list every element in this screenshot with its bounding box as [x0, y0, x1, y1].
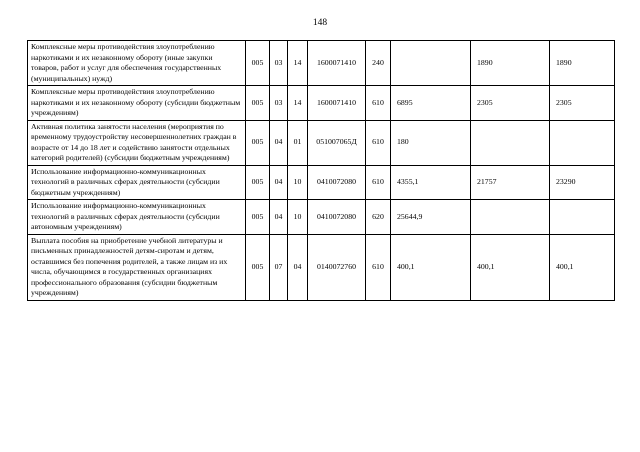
- target-article-code-cell: 0410072080: [308, 200, 366, 235]
- amount-year2-cell: [471, 200, 550, 235]
- expense-type-code-cell: 620: [366, 200, 391, 235]
- amount-year1-cell: 400,1: [391, 234, 471, 300]
- amount-year1-cell: 4355,1: [391, 165, 471, 200]
- amount-year3-cell: 400,1: [550, 234, 615, 300]
- target-article-code-cell: 1600071410: [308, 86, 366, 121]
- amount-year2-cell: [471, 120, 550, 165]
- expense-type-code-cell: 240: [366, 41, 391, 86]
- table-row: [28, 200, 615, 235]
- section-code-cell: 04: [270, 200, 288, 235]
- target-article-code-cell: 0410072080: [308, 165, 366, 200]
- amount-year3-cell: 23290: [550, 165, 615, 200]
- expense-name-cell: Выплата пособия на приобретение учебной литературы и письменных принадлежностей детям-сиротам и детям, оставшимся без попечения родителей, а также лицам из их числа, обучающимся в государственных организациях профессионального образования (субсидии бюджетным учреждениям): [28, 234, 246, 300]
- amount-year3-cell: [550, 120, 615, 165]
- expense-type-code-cell: 610: [366, 165, 391, 200]
- amount-year3-cell: 2305: [550, 86, 615, 121]
- amount-year1-cell: 180: [391, 120, 471, 165]
- ministry-code-cell: 005: [246, 234, 270, 300]
- amount-year1-cell: 25644,9: [391, 200, 471, 235]
- target-article-code-cell: 0140072760: [308, 234, 366, 300]
- amount-year2-cell: 2305: [471, 86, 550, 121]
- subsection-code-cell: 14: [288, 41, 308, 86]
- budget-table-body: [28, 41, 615, 301]
- subsection-code-cell: 10: [288, 200, 308, 235]
- amount-year3-cell: [550, 200, 615, 235]
- table-row: [28, 234, 615, 300]
- table-row: [28, 165, 615, 200]
- expense-type-code-cell: 610: [366, 86, 391, 121]
- expense-name-cell: Комплексные меры противодействия злоупотреблению наркотиками и их незаконному обороту (иные закупки товаров, работ и услуг для обеспечения государственных (муниципальных) нужд): [28, 41, 246, 86]
- table-row: [28, 120, 615, 165]
- ministry-code-cell: 005: [246, 165, 270, 200]
- section-code-cell: 03: [270, 86, 288, 121]
- amount-year2-cell: 1890: [471, 41, 550, 86]
- ministry-code-cell: 005: [246, 41, 270, 86]
- amount-year2-cell: 400,1: [471, 234, 550, 300]
- ministry-code-cell: 005: [246, 120, 270, 165]
- expense-name-cell: Использование информационно-коммуникационных технологий в различных сферах деятельности (субсидии автономным учреждениям): [28, 200, 246, 235]
- budget-table: [27, 40, 615, 301]
- table-row: [28, 41, 615, 86]
- amount-year3-cell: 1890: [550, 41, 615, 86]
- expense-name-cell: Комплексные меры противодействия злоупотреблению наркотиками и их незаконному обороту (субсидии бюджетным учреждениям): [28, 86, 246, 121]
- subsection-code-cell: 14: [288, 86, 308, 121]
- table-row: [28, 86, 615, 121]
- amount-year1-cell: 6895: [391, 86, 471, 121]
- target-article-code-cell: 051007065Д: [308, 120, 366, 165]
- amount-year2-cell: 21757: [471, 165, 550, 200]
- amount-year1-cell: [391, 41, 471, 86]
- expense-type-code-cell: 610: [366, 234, 391, 300]
- ministry-code-cell: 005: [246, 86, 270, 121]
- section-code-cell: 03: [270, 41, 288, 86]
- page-number: 148: [312, 18, 328, 28]
- expense-name-cell: Активная политика занятости населения (мероприятия по временному трудоустройству несовершеннолетних граждан в возрасте от 14 до 18 лет и содействию занятости отдельных категорий родителей) (субсидии бюджетным учреждениям): [28, 120, 246, 165]
- section-code-cell: 04: [270, 165, 288, 200]
- section-code-cell: 04: [270, 120, 288, 165]
- subsection-code-cell: 10: [288, 165, 308, 200]
- expense-name-cell: Использование информационно-коммуникационных технологий в различных сферах деятельности (субсидии бюджетным учреждениям): [28, 165, 246, 200]
- expense-type-code-cell: 610: [366, 120, 391, 165]
- subsection-code-cell: 01: [288, 120, 308, 165]
- subsection-code-cell: 04: [288, 234, 308, 300]
- target-article-code-cell: 1600071410: [308, 41, 366, 86]
- section-code-cell: 07: [270, 234, 288, 300]
- ministry-code-cell: 005: [246, 200, 270, 235]
